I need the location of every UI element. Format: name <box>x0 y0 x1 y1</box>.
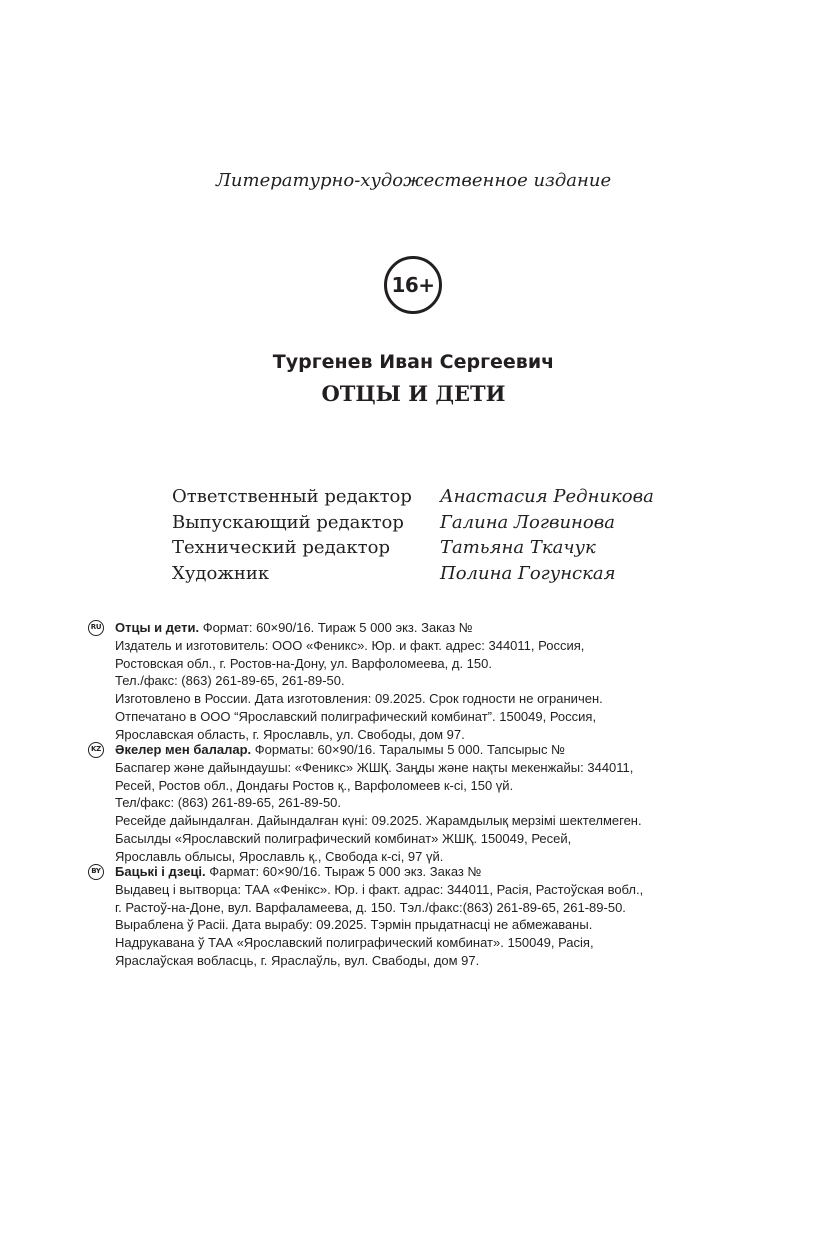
imprint-line: Тел./факс: (863) 261-89-65, 261-89-50. <box>115 673 345 689</box>
credit-name: Татьяна Ткачук <box>440 537 596 558</box>
imprint-line: Выраблена ў Расіі. Дата вырабу: 09.2025. Тэрмін прыдатнасці не абмежаваны. <box>115 917 593 933</box>
imprint-line: Басылды «Ярославский полиграфический комбинат» ЖШҚ. 150049, Ресей, <box>115 830 572 846</box>
credit-role: Художник <box>172 562 270 584</box>
credits-list <box>172 484 654 586</box>
imprint-line: Ярославль облысы, Ярославль қ., Свобода к-сі, 97 үй. <box>115 848 444 864</box>
credit-row <box>172 535 654 561</box>
imprint-line: Баспагер және дайындаушы: «Феникс» ЖШҚ. Заңды және нақты мекенжайы: 344011, <box>115 759 634 775</box>
imprint-line <box>115 619 603 637</box>
imprint-first-line: Форматы: 60×90/16. Таралымы 5 000. Тапсырыс № <box>251 742 566 757</box>
imprint-line <box>115 863 643 881</box>
age-rating-badge <box>384 256 442 314</box>
imprint-line: Изготовлено в России. Дата изготовления: 09.2025. Срок годности не ограничен. <box>115 691 603 707</box>
ru-language-icon: RU <box>88 620 104 636</box>
imprint-line: Издатель и изготовитель: ООО «Феникс». Юр. и факт. адрес: 344011, Россия, <box>115 637 585 653</box>
age-rating-label: 16+ <box>391 273 435 297</box>
imprint-line <box>115 741 642 759</box>
credit-name: Галина Логвинова <box>440 511 615 533</box>
imprint-kz <box>88 741 642 866</box>
imprint-lead: Бацькі і дзеці. <box>115 864 206 879</box>
credit-role: Выпускающий редактор <box>172 511 404 533</box>
credit-row <box>172 484 654 510</box>
by-language-icon: BY <box>88 864 104 880</box>
credit-name: Анастасия Редникова <box>440 486 654 507</box>
imprint-lead: Отцы и дети. <box>115 620 200 635</box>
imprint-line: Ярославская область, г. Ярославль, ул. Свободы, дом 97. <box>115 726 465 742</box>
imprint-line: Выдавец і вытворца: ТАА «Фенікс». Юр. і факт. адрас: 344011, Расія, Растоўская вобл., <box>115 881 644 897</box>
credit-row <box>172 561 654 587</box>
kz-language-icon: KZ <box>88 742 104 758</box>
imprint-line: Надрукавана ў ТАА «Ярославский полиграфический комбинат». 150049, Расія, <box>115 935 594 951</box>
imprint-line: Яраслаўская вобласць, г. Яраслаўль, вул. Свабоды, дом 97. <box>115 952 480 968</box>
imprint-line: Ресейде дайындалған. Дайындалған күні: 09.2025. Жарамдылық мерзімі шектелмеген. <box>115 813 642 829</box>
imprint-first-line: Фармат: 60×90/16. Тыраж 5 000 экз. Заказ № <box>205 864 482 879</box>
author-name: Тургенев Иван Сергеевич <box>272 351 555 373</box>
imprint-ru <box>88 619 603 744</box>
imprint-line: г. Растоў-на-Доне, вул. Варфаламеева, д. 150. Тэл./факс:(863) 261-89-65, 261-89-50. <box>115 899 626 915</box>
credit-row <box>172 510 654 536</box>
credit-name: Полина Гогунская <box>440 562 616 584</box>
credit-role: Ответственный редактор <box>172 486 412 507</box>
edition-type: Литературно-художественное издание <box>215 170 612 191</box>
imprint-lead: Әкелер мен балалар. <box>115 742 252 757</box>
credit-role: Технический редактор <box>172 537 390 558</box>
imprint-line: Тел/факс: (863) 261-89-65, 261-89-50. <box>115 795 342 811</box>
imprint-line: Ресей, Ростов обл., Дондағы Ростов қ., Варфоломеев к-сі, 150 үй. <box>115 777 514 793</box>
imprint-by <box>88 863 643 970</box>
imprint-first-line: Формат: 60×90/16. Тираж 5 000 экз. Заказ № <box>199 620 473 635</box>
book-title: ОТЦЫ И ДЕТИ <box>321 381 506 406</box>
imprint-line: Ростовская обл., г. Ростов-на-Дону, ул. Варфоломеева, д. 150. <box>115 655 492 671</box>
imprint-line: Отпечатано в ООО “Ярославский полиграфический комбинат”. 150049, Россия, <box>115 708 597 724</box>
